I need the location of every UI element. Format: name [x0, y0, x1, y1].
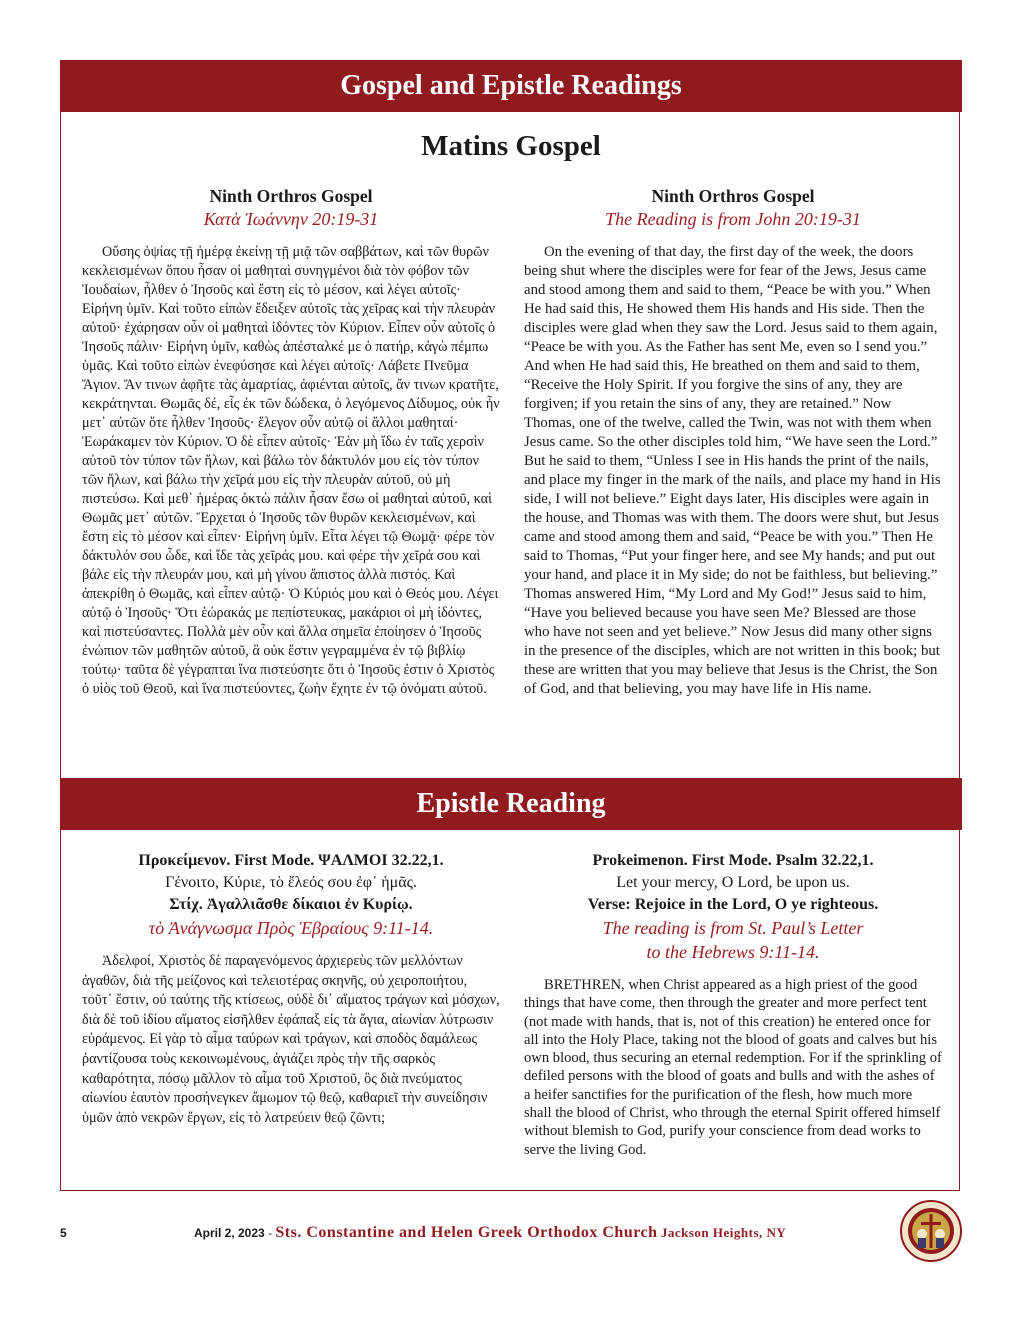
epistle-banner-title: Epistle Reading — [416, 788, 606, 819]
page-footer — [60, 1222, 900, 1246]
gospel-greek-text: Οὔσης ὀψίας τῇ ἡμέρᾳ ἐκείνῃ τῇ μιᾷ τῶν σαββάτων, καὶ τῶν θυρῶν κεκλεισμένων ὅπου ἦσαν οἱ μαθηταὶ συνηγμένοι διὰ τὸν φόβον τῶν Ἰουδαίων, ἦλθεν ὁ Ἰησοῦς καὶ ἔστη εἰς τὸ μέσον, καὶ λέγει αὐτοῖς· Εἰρήνη ὑμῖν. Καὶ τοῦτο εἰπὼν ἔδειξεν αὐτοῖς τὰς χεῖρας καὶ τὴν πλευρὰν αὐτοῦ· ἐχάρησαν οὖν οἱ μαθηταὶ ἰδόντες τὸν Κύριον. Εἶπεν οὖν αὐτοῖς ὁ Ἰησοῦς πάλιν· Εἰρήνη ὑμῖν, καθὼς ἀπέσταλκέ με ὁ πατήρ, κἀγὼ πέμπω ὑμᾶς. Καὶ τοῦτο εἰπὼν ἐνεφύσησε καὶ λέγει αὐτοῖς· Λάβετε Πνεῦμα Ἅγιον. Ἄν τινων ἀφῆτε τὰς ἁμαρτίας, ἀφιένται αὐτοῖς, ἄν τινων κρατῆτε, κεκράτηνται. Θωμᾶς δέ, εἷς ἐκ τῶν δώδεκα, ὁ λεγόμενος Δίδυμος, οὐκ ἦν μετ᾽ αὐτῶν ὅτε ἦλθεν Ἰησοῦς· ἔλεγον οὖν αὐτῷ οἱ ἄλλοι μαθηταί· Ἑωράκαμεν τὸν Κύριον. Ὁ δὲ εἶπεν αὐτοῖς· Ἐὰν μὴ ἴδω ἐν ταῖς χερσὶν αὐτοῦ τὸν τύπον τῶν ἥλων, καὶ βάλω τὸν δάκτυλόν μου εἰς τὸν τύπον τῶν ἥλων, καὶ βάλω τὴν χεῖρά μου εἰς τὴν πλευρὰν αὐτοῦ, οὐ μὴ πιστεύσω. Καὶ μεθ᾽ ἡμέρας ὀκτὼ πάλιν ἦσαν ἔσω οἱ μαθηταὶ αὐτοῦ, καὶ Θωμᾶς μετ᾽ αὐτῶν. Ἔρχεται ὁ Ἰησοῦς τῶν θυρῶν κεκλεισμένων, καὶ ἔστη εἰς τὸ μέσον καὶ εἶπεν· Εἰρήνη ὑμῖν. Εἶτα λέγει τῷ Θωμᾷ· φέρε τὸν δάκτυλόν σου ὧδε, καὶ ἴδε τὰς χεῖράς μου. καὶ φέρε τὴν χεῖρά σου καὶ βάλε εἰς τὴν πλευράν μου, καὶ μὴ γίνου ἄπιστος ἀλλὰ πιστός. Καὶ ἀπεκρίθη ὁ Θωμᾶς, καὶ εἶπεν αὐτῷ· Ὁ Κύριός μου καὶ ὁ Θεός μου. Λέγει αὐτῷ ὁ Ἰησοῦς· Ὅτι ἑώρακάς με πεπίστευκας, μακάριοι οἱ μὴ ἰδόντες, καὶ πιστεύσαντες. Πολλὰ μὲν οὖν καὶ ἄλλα σημεῖα ἐποίησεν ὁ Ἰησοῦς ἐνώπιον τῶν μαθητῶν αὐτοῦ, ἃ οὐκ ἔστιν γεγραμμένα ἐν τῷ βιβλίῳ τούτῳ· ταῦτα δὲ γέγραπται ἵνα πιστεύσητε ὅτι ὁ Ἰησοῦς ἐστιν ὁ Χριστὸς ὁ υἱὸς τοῦ Θεοῦ, καὶ ἵνα πιστεύοντες, ζωὴν ἔχητε ἐν τῷ ὀνόματι αὐτοῦ. — [82, 244, 500, 697]
footer-church-name: Sts. Constantine and Helen Greek Orthodox Church — [275, 1224, 658, 1241]
epistle-greek-prokeimenon: Προκείμενον. First Mode. ΨΑΛΜΟΙ 32.22,1. — [138, 852, 444, 869]
epistle-greek-citation: τὸ Ἀνάγνωσμα Πρὸς Ἑβραίους 9:11-14. — [148, 918, 434, 938]
epistle-banner — [60, 778, 962, 830]
church-seal-icon — [900, 1200, 962, 1262]
epistle-english-citation-1: The reading is from St. Paul’s Letter — [602, 918, 864, 938]
footer-date: April 2, 2023 — [194, 1226, 265, 1240]
gospel-greek-heading: Ninth Orthros Gospel — [209, 186, 373, 206]
epistle-english-refrain: Let your mercy, O Lord, be upon us. — [616, 874, 850, 891]
epistle-greek-text: Ἀδελφοί, Χριστὸς δὲ παραγενόμενος ἀρχιερεὺς τῶν μελλόντων ἀγαθῶν, διὰ τῆς μείζονος καὶ τελειοτέρας σκηνῆς, οὐ χειροποιήτου, τοῦτ᾽ ἔστιν, οὐ ταύτης τῆς κτίσεως, οὐδὲ δι᾽ αἵματος τράγων καὶ μόσχων, διὰ δὲ τοῦ ἰδίου αἵματος εἰσῆλθεν ἐφάπαξ εἰς τὰ ἅγια, αἰωνίαν λύτρωσιν εὑράμενος. Εἰ γὰρ τὸ αἷμα ταύρων καὶ τράγων, καὶ σποδὸς δαμάλεως ῥαντίζουσα τοὺς κεκοινωμένους, ἁγιάζει πρὸς τὴν τῆς σαρκὸς καθαρότητα, πόσῳ μᾶλλον τὸ αἷμα τοῦ Χριστοῦ, ὃς διὰ πνεύματος αἰωνίου ἑαυτὸν προσήνεγκεν ἄμωμον τῷ θεῷ, καθαριεῖ τὴν συνείδησιν ὑμῶν ἀπὸ νεκρῶν ἔργων, εἰς τὸ λατρεύειν θεῷ ζῶντι; — [82, 953, 500, 1126]
readings-banner — [60, 60, 962, 112]
gospel-greek-column — [82, 185, 500, 699]
readings-banner-title: Gospel and Epistle Readings — [340, 70, 682, 101]
footer-church-city: Jackson Heights, NY — [660, 1225, 787, 1240]
epistle-english-verse: Verse: Rejoice in the Lord, O ye righteous. — [587, 896, 879, 913]
epistle-english-citation-2: to the Hebrews 9:11-14. — [646, 942, 820, 962]
epistle-greek-column — [82, 850, 500, 1128]
matins-gospel-title: Matins Gospel — [421, 130, 601, 162]
gospel-english-text: On the evening of that day, the first day of the week, the doors being shut where the disciples were for fear of the Jews, Jesus came and stood among them and said to them, “Peace be with you.” When He had said this, He showed them His hands and His side. Then the disciples were glad when they saw the Lord. Jesus said to them again, “Peace be with you. As the Father has sent Me, even so I send you.” And when He had said this, He breathed on them and said to them, “Receive the Holy Spirit. If you forgive the sins of any, they are forgiven; if you retain the sins of any, they are retained.” Now Thomas, one of the twelve, called the Twin, was not with them when Jesus came. So the other disciples told him, “We have seen the Lord.” But he said to them, “Unless I see in His hands the print of the nails, and place my finger in the mark of the nails, and place my hand in His side, I will not believe.” Eight days later, His disciples were again in the house, and Thomas was with them. The doors were shut, but Jesus came and stood among them and said, “Peace be with you.” Then He said to Thomas, “Put your finger here, and see My hands; and put out your hand, and place it in My side; do not be faithless, but believing.” Thomas answered Him, “My Lord and My God!” Jesus said to him, “Have you believed because you have seen Me? Blessed are those who have not seen and yet believe.” Now Jesus did many other signs in the presence of the disciples, which are not written in this book; but these are written that you may believe that Jesus is the Christ, the Son of God, and that believing, you may have life in His name. — [524, 244, 941, 697]
gospel-greek-citation: Κατὰ Ἰωάννην 20:19-31 — [203, 209, 379, 229]
footer-separator: - — [268, 1226, 273, 1240]
gospel-english-citation: The Reading is from John 20:19-31 — [605, 209, 861, 229]
gospel-english-heading: Ninth Orthros Gospel — [651, 186, 815, 206]
page-number: 5 — [60, 1226, 67, 1240]
epistle-english-prokeimenon: Prokeimenon. First Mode. Psalm 32.22,1. — [592, 852, 874, 869]
gospel-english-column — [524, 185, 942, 699]
epistle-english-text: BRETHREN, when Christ appeared as a high priest of the good things that have come, then through the greater and more perfect tent (not made with hands, that is, not of this creation) he entered once for all into the Holy Place, taking not the blood of goats and calves but his own blood, thus securing an eternal redemption. For if the sprinkling of defiled persons with the blood of goats and bulls and with the ashes of a heifer sanctifies for the purification of the flesh, how much more shall the blood of Christ, who through the eternal Spirit offered himself without blemish to God, purify your conscience from dead works to serve the living God. — [524, 977, 942, 1158]
footer-info — [194, 1224, 786, 1242]
epistle-greek-verse: Στίχ. Ἀγαλλιᾶσθε δίκαιοι ἐν Κυρίῳ. — [169, 896, 413, 913]
epistle-greek-refrain: Γένοιτο, Κύριε, τὸ ἔλεός σου ἐφ᾽ ἡμᾶς. — [165, 874, 417, 891]
epistle-english-column — [524, 850, 942, 1159]
